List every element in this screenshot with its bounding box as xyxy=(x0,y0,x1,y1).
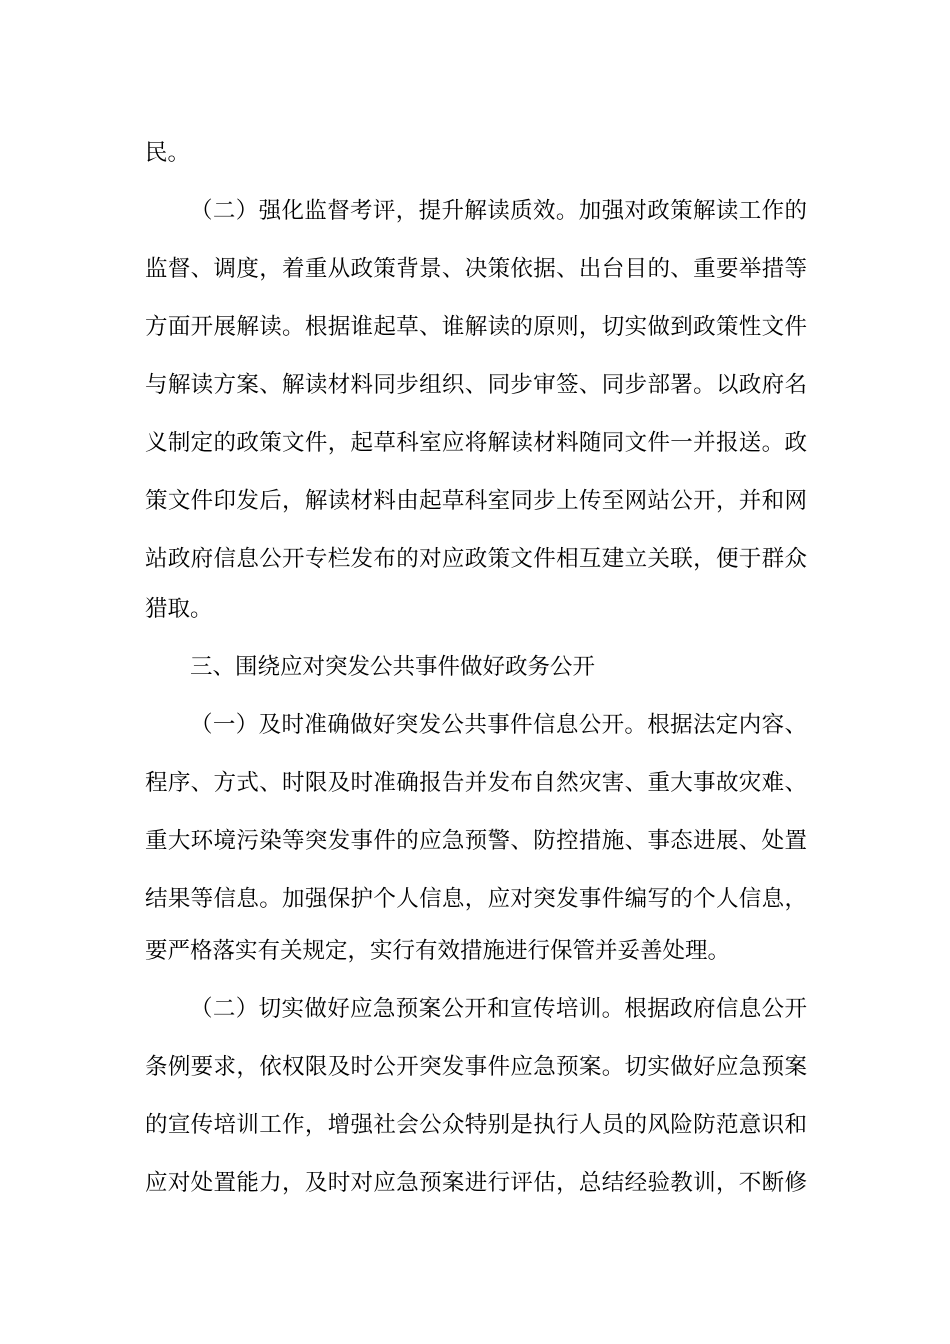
section-heading: 三、围绕应对突发公共事件做好政务公开 xyxy=(190,654,596,680)
text-line: 结果等信息。加强保护个人信息，应对突发事件编写的个人信息， xyxy=(145,886,807,912)
text-line: 应对处置能力，及时对应急预案进行评估，总结经验教训，不断修 xyxy=(145,1170,807,1196)
paragraph-heading-line: （一）及时准确做好突发公共事件信息公开。根据法定内容、 xyxy=(190,712,807,738)
text-line: 民。 xyxy=(145,140,191,166)
text-line: 猎取。 xyxy=(145,596,213,622)
text-line: 要严格落实有关规定，实行有效措施进行保管并妥善处理。 xyxy=(145,938,731,964)
text-line: 程序、方式、时限及时准确报告并发布自然灾害、重大事故灾难、 xyxy=(145,770,807,796)
text-line: 站政府信息公开专栏发布的对应政策文件相互建立关联，便于群众 xyxy=(145,546,807,572)
paragraph-heading-line: （二）强化监督考评，提升解读质效。加强对政策解读工作的 xyxy=(190,198,807,224)
text-line: 重大环境污染等突发事件的应急预警、防控措施、事态进展、处置 xyxy=(145,828,807,854)
text-line: 监督、调度，着重从政策背景、决策依据、出台目的、重要举措等 xyxy=(145,256,807,282)
text-line: 方面开展解读。根据谁起草、谁解读的原则，切实做到政策性文件 xyxy=(145,314,807,340)
text-line: 条例要求，依权限及时公开突发事件应急预案。切实做好应急预案 xyxy=(145,1054,807,1080)
paragraph-heading-line: （二）切实做好应急预案公开和宣传培训。根据政府信息公开 xyxy=(190,996,807,1022)
text-line: 策文件印发后，解读材料由起草科室同步上传至网站公开，并和网 xyxy=(145,488,807,514)
text-line: 与解读方案、解读材料同步组织、同步审签、同步部署。以政府名 xyxy=(145,372,807,398)
text-line: 义制定的政策文件，起草科室应将解读材料随同文件一并报送。政 xyxy=(145,430,807,456)
text-line: 的宣传培训工作，增强社会公众特别是执行人员的风险防范意识和 xyxy=(145,1112,807,1138)
